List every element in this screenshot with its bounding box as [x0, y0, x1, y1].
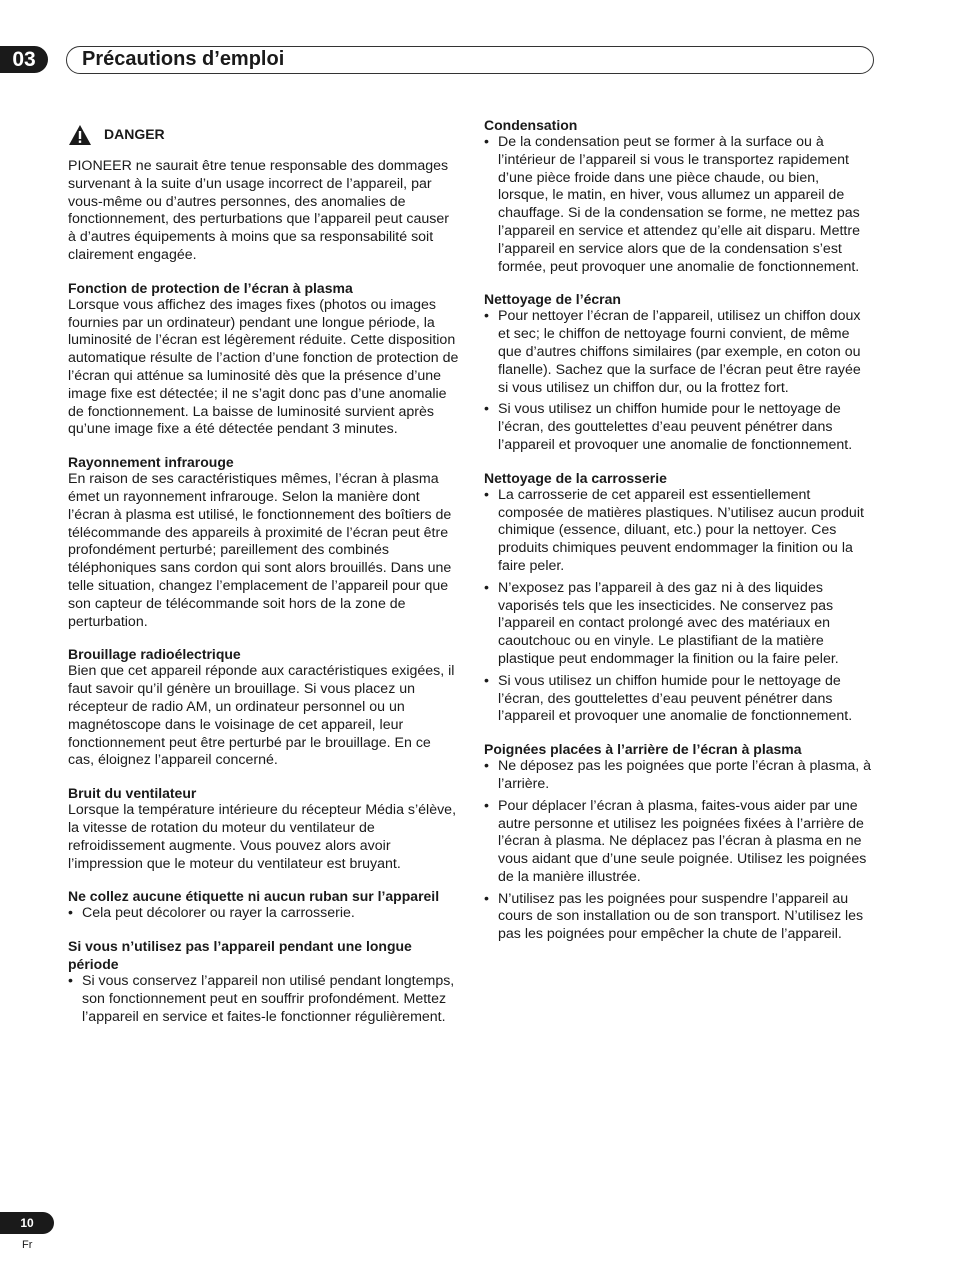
danger-text: PIONEER ne saurait être tenue responsable des dommages survenant à la suite d’un usage incorrect de l’appareil, par vous-même ou d’autres personnes, des anomalies de fonctionnement, des perturbations que l’appareil peut causer à d’autres équipements à moins que sa responsabilité soit clairement engagée.	[68, 158, 449, 263]
bullet-list	[68, 973, 460, 1026]
section-condensation	[484, 116, 872, 276]
section-heading: Brouillage radioélectrique	[68, 646, 241, 663]
warning-triangle-icon	[68, 124, 92, 146]
list-item: • La carrosserie de cet appareil est essentiellement composée de matières plastiques. N’utilisez aucun produit chimique (essence, diluant, etc.) pour la nettoyer. Ces produits chimiques peuvent endommager la finition ou la faire peler.	[484, 486, 864, 574]
right-column	[484, 116, 872, 958]
section-text: Lorsque la température intérieure du récepteur Média s’élève, la vitesse de rotation du moteur du ventilateur de refroidissement augmente. Vous pouvez alors avoir l’impression que le moteur du ventilateur est bruyant.	[68, 802, 457, 872]
page-header	[0, 45, 954, 75]
section-fan-noise	[68, 784, 460, 873]
section-heading: Fonction de protection de l’écran à plasma	[68, 279, 353, 296]
section-heading: Ne collez aucune étiquette ni aucun ruban sur l’appareil	[68, 888, 440, 905]
section-infrared	[68, 453, 460, 631]
list-item: • Si vous utilisez un chiffon humide pour le nettoyage de l’écran, des gouttelettes d’eau peuvent pénétrer dans l’appareil et provoquer une anomalie de fonctionnement.	[484, 401, 853, 453]
danger-section	[68, 158, 460, 265]
list-item: • Cela peut décolorer ou rayer la carrosserie.	[68, 905, 355, 922]
list-item: • Pour déplacer l’écran à plasma, faites-vous aider par une autre personne et utilisez les poignées fixées à l’arrière de l’écran à plasma. Ne déplacez pas l’écran à plasma en ne vous aidant que d’une seule poignée. Utilisez les poignées de la manière illustrée.	[484, 797, 867, 885]
bullet-list	[484, 758, 872, 944]
section-heading: Nettoyage de l’écran	[484, 291, 621, 308]
section-sticker	[68, 887, 460, 923]
section-heading: Poignées placées à l’arrière de l’écran à plasma	[484, 741, 802, 758]
section-heading: Rayonnement infrarouge	[68, 454, 234, 471]
section-cabinet-cleaning	[484, 469, 872, 726]
bullet-list	[68, 905, 460, 923]
section-screen-cleaning	[484, 290, 872, 454]
section-heading: Si vous n’utilisez pas l’appareil pendant une longue période	[68, 938, 412, 973]
section-heading: Bruit du ventilateur	[68, 785, 197, 802]
section-text: Lorsque vous affichez des images fixes (photos ou images fournies par un ordinateur) pendant une longue période, la luminosité de l’écran est légèrement réduite. Cette disposition automatique résulte de l’action d’une fonction de protection de l’écran qui atténue sa luminosité dès que la présence d’une image fixe est détectée; il ne s’agit donc pas d’une anomalie de fonctionnement. La baisse de luminosité survient après qu’une image fixe a été détectée pendant 3 minutes.	[68, 296, 459, 438]
list-item: • Ne déposez pas les poignées que porte l’écran à plasma, à l’arrière.	[484, 758, 872, 792]
list-item: • N’exposez pas l’appareil à des gaz ni à des liquides vaporisés tels que les insecticides. Ne conservez pas l’appareil en contact prolongé avec des matériaux en caoutchouc ou en vinyle. Le plastifiant de la matière plastique peut endommager la finition ou la faire peler.	[484, 579, 839, 667]
page-number: 10	[0, 1212, 54, 1234]
section-plasma-protection	[68, 279, 460, 439]
section-text: Bien que cet appareil réponde aux caractéristiques exigées, il faut savoir qu’il génère un brouillage. Si vous placez un récepteur de radio AM, un ordinateur personnel ou un magnétoscope dans le voisinage de cet appareil, leur fonctionnement peut être perturbé par le brouillage. En ce cas, éloignez l’appareil concerné.	[68, 663, 455, 769]
section-heading: Nettoyage de la carrosserie	[484, 469, 667, 486]
left-column	[68, 116, 460, 1040]
section-unused	[68, 937, 460, 1026]
list-item: • Si vous utilisez un chiffon humide pour le nettoyage de l’écran, des gouttelettes d’eau peuvent pénétrer dans l’appareil et provoquer une anomalie de fonctionnement.	[484, 672, 853, 725]
list-item: • Si vous conservez l’appareil non utilisé pendant longtemps, son fonctionnement peut en souffrir profondément. Mettez l’appareil en service et faites-le fonctionner régulièrement.	[68, 973, 455, 1025]
bullet-list	[484, 134, 872, 276]
page-title: Précautions d’emploi	[82, 48, 285, 70]
list-item: • Pour nettoyer l’écran de l’appareil, utilisez un chiffon doux et sec; le chiffon de nettoyage fourni convient, de même que d’autres chiffons similaires (par exemple, en coton ou flanelle). Sachez que la surface de l’écran peut être rayée si vous utilisez un chiffon dur, ou la frottez fort.	[484, 308, 861, 396]
danger-label: DANGER	[104, 126, 165, 143]
bullet-list	[484, 487, 872, 726]
danger-notice	[68, 124, 460, 146]
language-code: Fr	[22, 1239, 33, 1251]
section-text: En raison de ses caractéristiques mêmes, l’écran à plasma émet un rayonnement infrarouge. Selon la manière dont l’écran à plasma est utilisé, le fonctionnement des boîtiers de télécommande des appareils à proximité de l’écran peut être profondément perturbé; pareillement des combinés téléphoniques sans cordon qui sont alors brouillés. Dans une telle situation, changez l’emplacement de l’appareil pour que son capteur de télécommande soit hors de la zone de perturbation.	[68, 471, 452, 630]
section-heading: Condensation	[484, 117, 578, 133]
bullet-list	[484, 308, 872, 454]
chapter-number: 03	[0, 46, 48, 73]
list-item: • De la condensation peut se former à la surface ou à l’intérieur de l’appareil si vous le transportez rapidement d’une pièce froide dans une pièce chaude, ou bien, lorsque, le matin, en hiver, vous allumez un appareil de chauffage. Si de la condensation se forme, ne mettez pas l’appareil en service et attendez qu’elle ait disparu. Mettre l’appareil en service alors que de la condensation s’est formée, peut provoquer une anomalie de fonctionnement.	[484, 134, 860, 275]
list-item: • N’utilisez pas les poignées pour suspendre l’appareil au cours de son installation ou de son transport. N’utilisez les pas les poignées pour empêcher la chute de l’appareil.	[484, 890, 864, 943]
section-handles	[484, 740, 872, 944]
section-radio-interference	[68, 645, 460, 770]
